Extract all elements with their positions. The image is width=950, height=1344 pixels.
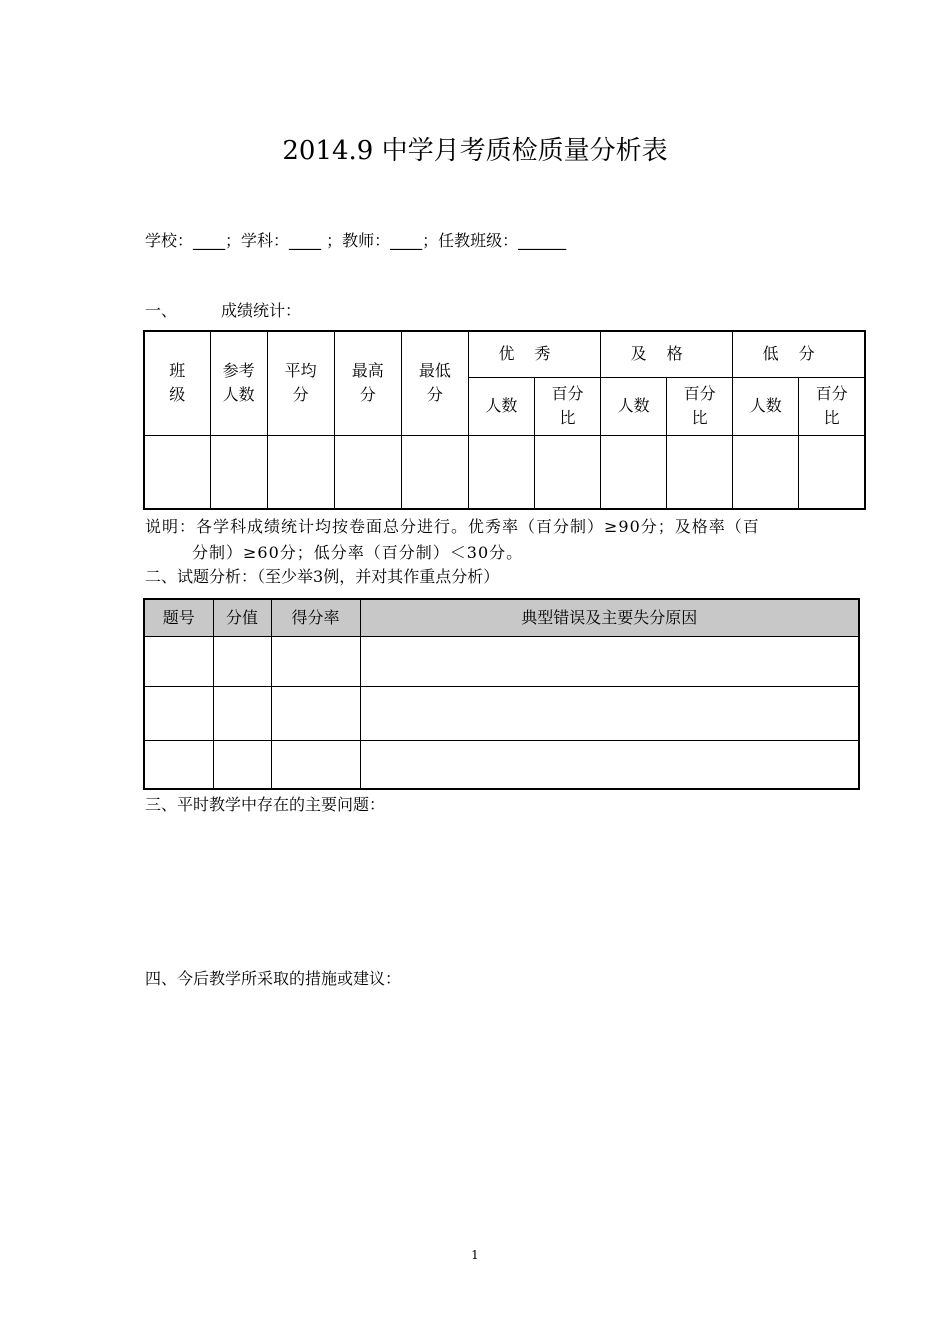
table-cell[interactable]	[667, 435, 733, 509]
header-pass: 及格	[601, 331, 733, 377]
header-average: 平均 分	[267, 331, 334, 435]
header-participants: 参考 人数	[210, 331, 267, 435]
table-cell[interactable]	[213, 741, 271, 789]
section4-heading: 四、今后教学所采取的措施或建议：	[145, 969, 402, 988]
table-cell[interactable]	[144, 435, 210, 509]
table-cell[interactable]	[210, 435, 267, 509]
info-line: 学校：____；学科：____ ；教师：____；任教班级：______	[145, 231, 567, 250]
sub-percent: 百分 比	[534, 377, 600, 435]
section2-heading	[145, 564, 499, 587]
header-lowest: 最低 分	[401, 331, 468, 435]
table-cell[interactable]	[267, 435, 334, 509]
header-highest: 最高 分	[334, 331, 401, 435]
table-cell[interactable]	[144, 741, 213, 789]
table-row	[144, 637, 859, 687]
sub-percent: 百分 比	[799, 377, 865, 435]
sub-percent: 百分 比	[667, 377, 733, 435]
sub-count: 人数	[733, 377, 799, 435]
table-row	[144, 741, 859, 789]
sub-count: 人数	[601, 377, 667, 435]
page-number: 1	[471, 1248, 479, 1262]
table-cell[interactable]	[733, 435, 799, 509]
table-row	[144, 687, 859, 741]
table-cell[interactable]	[334, 435, 401, 509]
section3-heading: 三、平时教学中存在的主要问题：	[145, 795, 386, 814]
note-line-2: 分制）≥60分；低分率（百分制）＜30分。	[192, 543, 524, 562]
table-cell[interactable]	[360, 741, 859, 789]
table-cell[interactable]	[271, 637, 360, 687]
table-cell[interactable]	[360, 637, 859, 687]
question-analysis-table	[143, 598, 860, 790]
section1-number: 一、	[145, 301, 178, 320]
table-cell[interactable]	[601, 435, 667, 509]
page-title: 2014.9 中学月考质检质量分析表	[282, 136, 668, 166]
header-low: 低分	[733, 331, 865, 377]
table-cell[interactable]	[534, 435, 600, 509]
table-cell[interactable]	[271, 687, 360, 741]
table-row	[144, 435, 865, 509]
table-cell[interactable]	[401, 435, 468, 509]
table-cell[interactable]	[144, 687, 213, 741]
section2-label: 二、试题分析：	[145, 567, 258, 586]
header-score-value: 分值	[213, 599, 271, 637]
table-cell[interactable]	[144, 637, 213, 687]
sub-count: 人数	[468, 377, 534, 435]
section1-label: 成绩统计：	[221, 301, 302, 320]
header-class: 班 级	[144, 331, 210, 435]
header-typical-errors: 典型错误及主要失分原因	[360, 599, 859, 637]
header-question-no: 题号	[144, 599, 213, 637]
table-cell[interactable]	[213, 687, 271, 741]
note-line-1: 说明：各学科成绩统计均按卷面总分进行。优秀率（百分制）≥90分；及格率（百	[145, 517, 760, 536]
explanation-note	[145, 514, 845, 566]
table-cell[interactable]	[468, 435, 534, 509]
header-score-rate: 得分率	[271, 599, 360, 637]
section1-heading	[145, 298, 301, 321]
table-cell[interactable]	[271, 741, 360, 789]
header-excellent: 优秀	[468, 331, 600, 377]
score-statistics-table	[143, 330, 866, 510]
table-cell[interactable]	[213, 637, 271, 687]
table-cell[interactable]	[799, 435, 865, 509]
table-cell[interactable]	[360, 687, 859, 741]
section2-extra: （至少举3例，并对其作重点分析）	[257, 567, 500, 586]
